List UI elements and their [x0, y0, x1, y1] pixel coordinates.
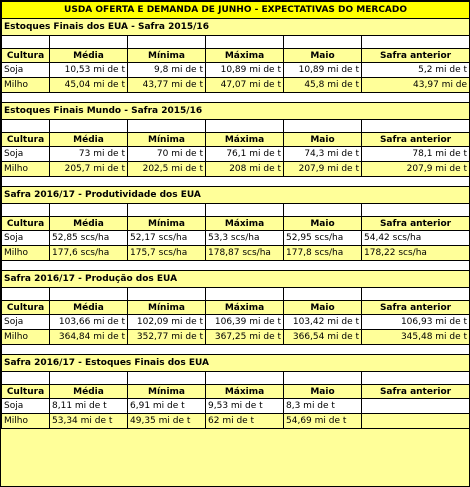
blank-cell	[128, 36, 206, 49]
blank-cell	[50, 120, 128, 133]
value-cell: 54,69 mi de t	[284, 414, 362, 429]
value-cell: 9,8 mi de t	[128, 63, 206, 78]
blank-row	[2, 120, 470, 133]
market-expectations-table	[1, 1, 470, 429]
column-header: Cultura	[2, 133, 50, 147]
column-header: Safra anterior	[362, 217, 470, 231]
column-header: Cultura	[2, 301, 50, 315]
spacer-row	[2, 93, 470, 103]
blank-cell	[362, 288, 470, 301]
blank-cell	[2, 36, 50, 49]
section-heading-row	[2, 187, 470, 204]
spacer-cell	[2, 177, 470, 187]
value-cell: 45,04 mi de t	[50, 78, 128, 93]
crop-label: Soja	[2, 315, 50, 330]
table-row	[2, 399, 470, 414]
value-cell: 345,48 mi de t	[362, 330, 470, 345]
crop-label: Milho	[2, 246, 50, 261]
blank-cell	[284, 288, 362, 301]
spacer-row	[2, 177, 470, 187]
table-row	[2, 231, 470, 246]
table-row	[2, 63, 470, 78]
blank-cell	[50, 372, 128, 385]
blank-cell	[2, 372, 50, 385]
column-header: Mínima	[128, 49, 206, 63]
value-cell: 43,97 mi de	[362, 78, 470, 93]
value-cell: 205,7 mi de t	[50, 162, 128, 177]
column-header: Mínima	[128, 217, 206, 231]
value-cell: 52,17 scs/ha	[128, 231, 206, 246]
section-heading-row	[2, 103, 470, 120]
section-heading: Safra 2016/17 - Produção dos EUA	[2, 271, 470, 288]
value-cell: 178,87 scs/ha	[206, 246, 284, 261]
blank-row	[2, 372, 470, 385]
table-row	[2, 78, 470, 93]
value-cell: 70 mi de t	[128, 147, 206, 162]
column-header: Máxima	[206, 217, 284, 231]
table-row	[2, 414, 470, 429]
blank-cell	[206, 36, 284, 49]
value-cell: 62 mi de t	[206, 414, 284, 429]
blank-cell	[128, 288, 206, 301]
blank-cell	[50, 36, 128, 49]
crop-label: Milho	[2, 78, 50, 93]
value-cell: 73 mi de t	[50, 147, 128, 162]
column-header-row	[2, 217, 470, 231]
table-row	[2, 147, 470, 162]
crop-label: Soja	[2, 399, 50, 414]
value-cell: 367,25 mi de t	[206, 330, 284, 345]
crop-label: Soja	[2, 147, 50, 162]
column-header: Mínima	[128, 385, 206, 399]
table-row	[2, 162, 470, 177]
value-cell: 78,1 mi de t	[362, 147, 470, 162]
value-cell	[362, 414, 470, 429]
spacer-row	[2, 261, 470, 271]
column-header-row	[2, 49, 470, 63]
table-row	[2, 330, 470, 345]
column-header: Máxima	[206, 49, 284, 63]
column-header: Cultura	[2, 217, 50, 231]
table-row	[2, 246, 470, 261]
blank-row	[2, 204, 470, 217]
value-cell: 53,3 scs/ha	[206, 231, 284, 246]
blank-cell	[362, 36, 470, 49]
value-cell: 103,42 mi de t	[284, 315, 362, 330]
value-cell: 45,8 mi de t	[284, 78, 362, 93]
blank-cell	[284, 372, 362, 385]
value-cell: 202,5 mi de t	[128, 162, 206, 177]
spacer-cell	[2, 261, 470, 271]
value-cell: 106,93 mi de t	[362, 315, 470, 330]
column-header: Safra anterior	[362, 133, 470, 147]
crop-label: Milho	[2, 162, 50, 177]
column-header: Safra anterior	[362, 49, 470, 63]
crop-label: Milho	[2, 330, 50, 345]
value-cell: 106,39 mi de t	[206, 315, 284, 330]
blank-cell	[362, 120, 470, 133]
title-row	[2, 2, 470, 19]
value-cell: 8,11 mi de t	[50, 399, 128, 414]
crop-label: Soja	[2, 231, 50, 246]
value-cell: 208 mi de t	[206, 162, 284, 177]
blank-cell	[362, 372, 470, 385]
value-cell: 175,7 scs/ha	[128, 246, 206, 261]
blank-cell	[50, 204, 128, 217]
blank-cell	[2, 288, 50, 301]
value-cell: 10,53 mi de t	[50, 63, 128, 78]
crop-label: Milho	[2, 414, 50, 429]
value-cell: 10,89 mi de t	[206, 63, 284, 78]
column-header: Mínima	[128, 301, 206, 315]
value-cell: 8,3 mi de t	[284, 399, 362, 414]
value-cell: 47,07 mi de t	[206, 78, 284, 93]
column-header: Máxima	[206, 301, 284, 315]
blank-cell	[206, 204, 284, 217]
column-header: Maio	[284, 133, 362, 147]
section-heading: Estoques Finais dos EUA - Safra 2015/16	[2, 19, 470, 36]
value-cell: 207,9 mi de t	[284, 162, 362, 177]
section-heading-row	[2, 355, 470, 372]
value-cell: 10,89 mi de t	[284, 63, 362, 78]
value-cell: 53,34 mi de t	[50, 414, 128, 429]
blank-cell	[362, 204, 470, 217]
value-cell: 43,77 mi de t	[128, 78, 206, 93]
column-header-row	[2, 385, 470, 399]
value-cell: 366,54 mi de t	[284, 330, 362, 345]
column-header: Máxima	[206, 133, 284, 147]
column-header: Média	[50, 385, 128, 399]
column-header: Maio	[284, 49, 362, 63]
column-header: Maio	[284, 301, 362, 315]
value-cell: 352,77 mi de t	[128, 330, 206, 345]
value-cell	[362, 399, 470, 414]
spacer-cell	[2, 345, 470, 355]
value-cell: 74,3 mi de t	[284, 147, 362, 162]
value-cell: 6,91 mi de t	[128, 399, 206, 414]
blank-cell	[206, 372, 284, 385]
value-cell: 52,95 scs/ha	[284, 231, 362, 246]
value-cell: 364,84 mi de t	[50, 330, 128, 345]
value-cell: 5,2 mi de t	[362, 63, 470, 78]
column-header-row	[2, 301, 470, 315]
crop-label: Soja	[2, 63, 50, 78]
page-title: USDA OFERTA E DEMANDA DE JUNHO - EXPECTATIVAS DO MERCADO	[2, 2, 470, 19]
value-cell: 49,35 mi de t	[128, 414, 206, 429]
blank-cell	[206, 120, 284, 133]
section-heading: Safra 2016/17 - Estoques Finais dos EUA	[2, 355, 470, 372]
column-header: Média	[50, 49, 128, 63]
column-header: Cultura	[2, 49, 50, 63]
value-cell: 76,1 mi de t	[206, 147, 284, 162]
value-cell: 102,09 mi de t	[128, 315, 206, 330]
spacer-cell	[2, 93, 470, 103]
value-cell: 103,66 mi de t	[50, 315, 128, 330]
blank-cell	[128, 120, 206, 133]
section-heading: Estoques Finais Mundo - Safra 2015/16	[2, 103, 470, 120]
blank-row	[2, 288, 470, 301]
column-header: Maio	[284, 385, 362, 399]
section-heading-row	[2, 19, 470, 36]
blank-cell	[206, 288, 284, 301]
column-header: Média	[50, 133, 128, 147]
section-heading-row	[2, 271, 470, 288]
value-cell: 207,9 mi de t	[362, 162, 470, 177]
blank-row	[2, 36, 470, 49]
value-cell: 9,53 mi de t	[206, 399, 284, 414]
value-cell: 177,6 scs/ha	[50, 246, 128, 261]
column-header: Maio	[284, 217, 362, 231]
column-header: Média	[50, 301, 128, 315]
blank-cell	[2, 120, 50, 133]
blank-cell	[284, 120, 362, 133]
blank-cell	[50, 288, 128, 301]
column-header-row	[2, 133, 470, 147]
blank-cell	[2, 204, 50, 217]
blank-cell	[284, 36, 362, 49]
value-cell: 54,42 scs/ha	[362, 231, 470, 246]
table-row	[2, 315, 470, 330]
blank-cell	[128, 204, 206, 217]
blank-cell	[128, 372, 206, 385]
column-header: Mínima	[128, 133, 206, 147]
blank-cell	[284, 204, 362, 217]
section-heading: Safra 2016/17 - Produtividade dos EUA	[2, 187, 470, 204]
column-header: Máxima	[206, 385, 284, 399]
column-header: Safra anterior	[362, 301, 470, 315]
column-header: Cultura	[2, 385, 50, 399]
value-cell: 52,85 scs/ha	[50, 231, 128, 246]
value-cell: 178,22 scs/ha	[362, 246, 470, 261]
column-header: Média	[50, 217, 128, 231]
value-cell: 177,8 scs/ha	[284, 246, 362, 261]
spacer-row	[2, 345, 470, 355]
column-header: Safra anterior	[362, 385, 470, 399]
